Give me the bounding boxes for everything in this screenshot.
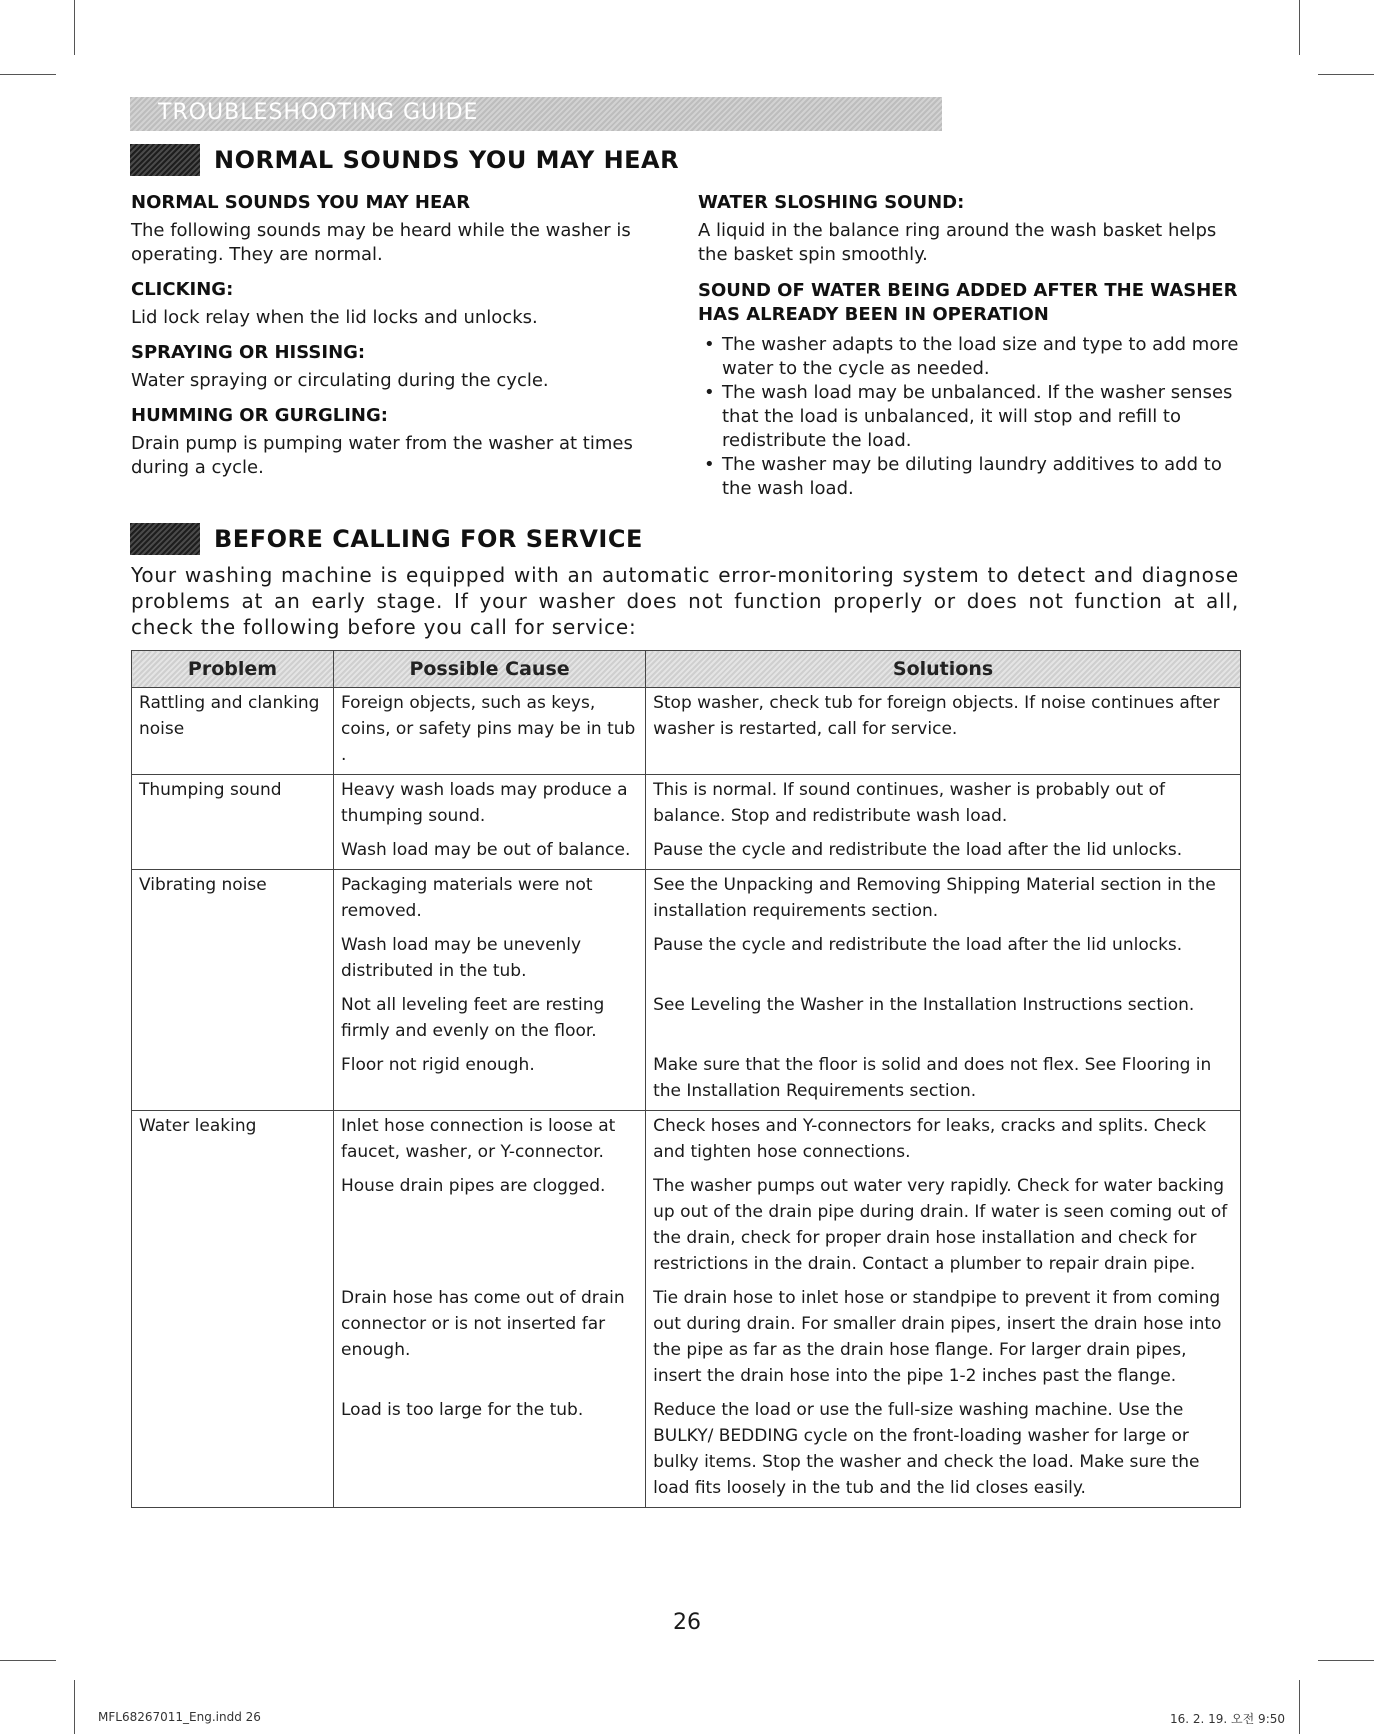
water-added-list	[698, 333, 1248, 501]
section-banner	[130, 97, 942, 131]
table-row	[132, 775, 1241, 836]
cause-text: Packaging materials were not removed.	[341, 875, 593, 921]
cause-text: Load is too large for the tub.	[341, 1400, 584, 1420]
problem-cell	[132, 1111, 334, 1172]
problem-cell	[132, 990, 334, 1050]
heading-title: BEFORE CALLING FOR SERVICE	[214, 525, 643, 553]
service-intro: Your washing machine is equipped with an automatic error-monitoring system to detect and diagnose problems at an early stage. If your washer does not function properly or does not function at all, check the following before you call for service:	[131, 563, 1239, 639]
list-item: • The washer may be diluting laundry additives to add to the wash load.	[722, 453, 1248, 501]
problem-cell	[132, 1050, 334, 1111]
problem-cell	[132, 688, 334, 775]
sound-item	[131, 405, 661, 480]
sound-title: SPRAYING OR HISSING:	[131, 342, 366, 363]
solution-text: Tie drain hose to inlet hose or standpipe to prevent it from coming out during drain. For smaller drain pipes, insert the drain hose into the pipe as far as the drain hose flange. For larger drain pipes, insert the drain hose into the pipe 1-2 inches past the flange.	[653, 1288, 1222, 1386]
crop-mark	[1318, 1660, 1374, 1661]
crop-mark	[1299, 1680, 1300, 1734]
solution-cell	[646, 835, 1241, 870]
cause-cell	[334, 1283, 646, 1395]
cause-cell	[334, 775, 646, 836]
crop-mark	[0, 1660, 56, 1661]
solution-cell	[646, 1283, 1241, 1395]
heading-title: NORMAL SOUNDS YOU MAY HEAR	[214, 146, 680, 174]
cause-cell	[334, 870, 646, 931]
solution-cell	[646, 930, 1241, 990]
column-header-problem: Problem	[132, 651, 334, 688]
heading-bar	[130, 144, 200, 176]
sloshing-text: A liquid in the balance ring around the wash basket helps the basket spin smoothly.	[698, 220, 1217, 265]
sound-text: Drain pump is pumping water from the washer at times during a cycle.	[131, 433, 633, 478]
cause-cell	[334, 1395, 646, 1508]
column-header-solutions: Solutions	[646, 651, 1241, 688]
normal-sounds-heading	[130, 141, 679, 179]
sound-item	[131, 279, 661, 330]
table-row	[132, 1111, 1241, 1172]
solution-text: Pause the cycle and redistribute the load after the lid unlocks.	[653, 935, 1183, 955]
cause-text: Wash load may be out of balance.	[341, 840, 631, 860]
problem-cell	[132, 930, 334, 990]
table-header-row	[132, 651, 1241, 688]
normal-sounds-right-column	[698, 192, 1248, 501]
solution-text: This is normal. If sound continues, washer is probably out of balance. Stop and redistribute wash load.	[653, 780, 1165, 826]
problem-cell	[132, 1171, 334, 1283]
solution-cell	[646, 1111, 1241, 1172]
solution-text: Stop washer, check tub for foreign objects. If noise continues after washer is restarted, call for service.	[653, 693, 1220, 739]
sound-text: The following sounds may be heard while the washer is operating. They are normal.	[131, 220, 631, 265]
crop-mark	[1318, 74, 1374, 75]
table-row	[132, 1395, 1241, 1508]
sound-text: Lid lock relay when the lid locks and unlocks.	[131, 307, 538, 328]
normal-sounds-left-column	[131, 192, 661, 492]
list-item: • The wash load may be unbalanced. If the washer senses that the load is unbalanced, it will stop and refill to redistribute the load.	[722, 381, 1248, 453]
solution-cell	[646, 1395, 1241, 1508]
crop-mark	[1299, 0, 1300, 55]
table-row	[132, 688, 1241, 775]
solution-text: Make sure that the floor is solid and does not flex. See Flooring in the Installation Requirements section.	[653, 1055, 1212, 1101]
footer-file-name: MFL68267011_Eng.indd 26	[98, 1710, 261, 1724]
solution-cell	[646, 688, 1241, 775]
solution-text: Check hoses and Y-connectors for leaks, cracks and splits. Check and tighten hose connections.	[653, 1116, 1207, 1162]
cause-text: Heavy wash loads may produce a thumping sound.	[341, 780, 628, 826]
solution-text: See the Unpacking and Removing Shipping Material section in the installation requirements section.	[653, 875, 1216, 921]
table-row	[132, 1283, 1241, 1395]
solution-text: See Leveling the Washer in the Installation Instructions section.	[653, 995, 1195, 1015]
cause-cell	[334, 930, 646, 990]
problem-text: Water leaking	[139, 1116, 257, 1136]
cause-text: Wash load may be unevenly distributed in the tub.	[341, 935, 582, 981]
problem-cell	[132, 870, 334, 931]
water-added-title: SOUND OF WATER BEING ADDED AFTER THE WASHER HAS ALREADY BEEN IN OPERATION	[698, 280, 1238, 325]
solution-text: The washer pumps out water very rapidly. Check for water backing up out of the drain pipe during drain. If water is seen coming out of the drain, check for proper drain hose installation and check for restrictions in the drain. Contact a plumber to repair drain pipe.	[653, 1176, 1228, 1274]
service-heading	[130, 520, 643, 558]
table-row	[132, 1050, 1241, 1111]
cause-text: Not all leveling feet are resting firmly and evenly on the floor.	[341, 995, 605, 1041]
crop-mark	[74, 1680, 75, 1734]
cause-cell	[334, 990, 646, 1050]
solution-cell	[646, 870, 1241, 931]
sloshing-title: WATER SLOSHING SOUND:	[698, 192, 965, 213]
heading-bar	[130, 523, 200, 555]
solution-text: Pause the cycle and redistribute the load after the lid unlocks.	[653, 840, 1183, 860]
sound-title: HUMMING OR GURGLING:	[131, 405, 388, 426]
solution-text: Reduce the load or use the full-size washing machine. Use the BULKY/ BEDDING cycle on the front-loading washer for large or bulky items. Stop the washer and check the load. Make sure the load fits loosely in the tub and the lid closes easily.	[653, 1400, 1200, 1498]
solution-cell	[646, 1171, 1241, 1283]
table-row	[132, 930, 1241, 990]
cause-text: Foreign objects, such as keys, coins, or safety pins may be in tub .	[341, 693, 636, 765]
cause-text: House drain pipes are clogged.	[341, 1176, 606, 1196]
problem-cell	[132, 1395, 334, 1508]
sound-item	[131, 192, 661, 267]
sound-title: NORMAL SOUNDS YOU MAY HEAR	[131, 192, 471, 213]
solution-cell	[646, 775, 1241, 836]
solution-cell	[646, 990, 1241, 1050]
sound-title: CLICKING:	[131, 279, 234, 300]
problem-cell	[132, 1283, 334, 1395]
table-row	[132, 990, 1241, 1050]
problem-text: Vibrating noise	[139, 875, 267, 895]
column-header-cause: Possible Cause	[334, 651, 646, 688]
sound-item	[131, 342, 661, 393]
cause-text: Drain hose has come out of drain connector or is not inserted far enough.	[341, 1288, 625, 1360]
footer-timestamp: 16. 2. 19. 오전 9:50	[1170, 1712, 1286, 1726]
list-item: • The washer adapts to the load size and type to add more water to the cycle as needed.	[722, 333, 1248, 381]
crop-mark	[0, 74, 56, 75]
problem-cell	[132, 775, 334, 836]
banner-title: TROUBLESHOOTING GUIDE	[158, 100, 479, 125]
sound-text: Water spraying or circulating during the cycle.	[131, 370, 549, 391]
cause-cell	[334, 688, 646, 775]
problem-text: Rattling and clanking noise	[139, 693, 320, 739]
table-row	[132, 835, 1241, 870]
problem-cell	[132, 835, 334, 870]
cause-text: Floor not rigid enough.	[341, 1055, 535, 1075]
cause-cell	[334, 1050, 646, 1111]
cause-cell	[334, 835, 646, 870]
cause-cell	[334, 1111, 646, 1172]
cause-text: Inlet hose connection is loose at faucet, washer, or Y-connector.	[341, 1116, 616, 1162]
solution-cell	[646, 1050, 1241, 1111]
crop-mark	[74, 0, 75, 55]
table-row	[132, 870, 1241, 931]
page-number: 26	[673, 1610, 701, 1635]
problem-text: Thumping sound	[139, 780, 282, 800]
troubleshooting-table	[131, 650, 1241, 1508]
cause-cell	[334, 1171, 646, 1283]
table-row	[132, 1171, 1241, 1283]
